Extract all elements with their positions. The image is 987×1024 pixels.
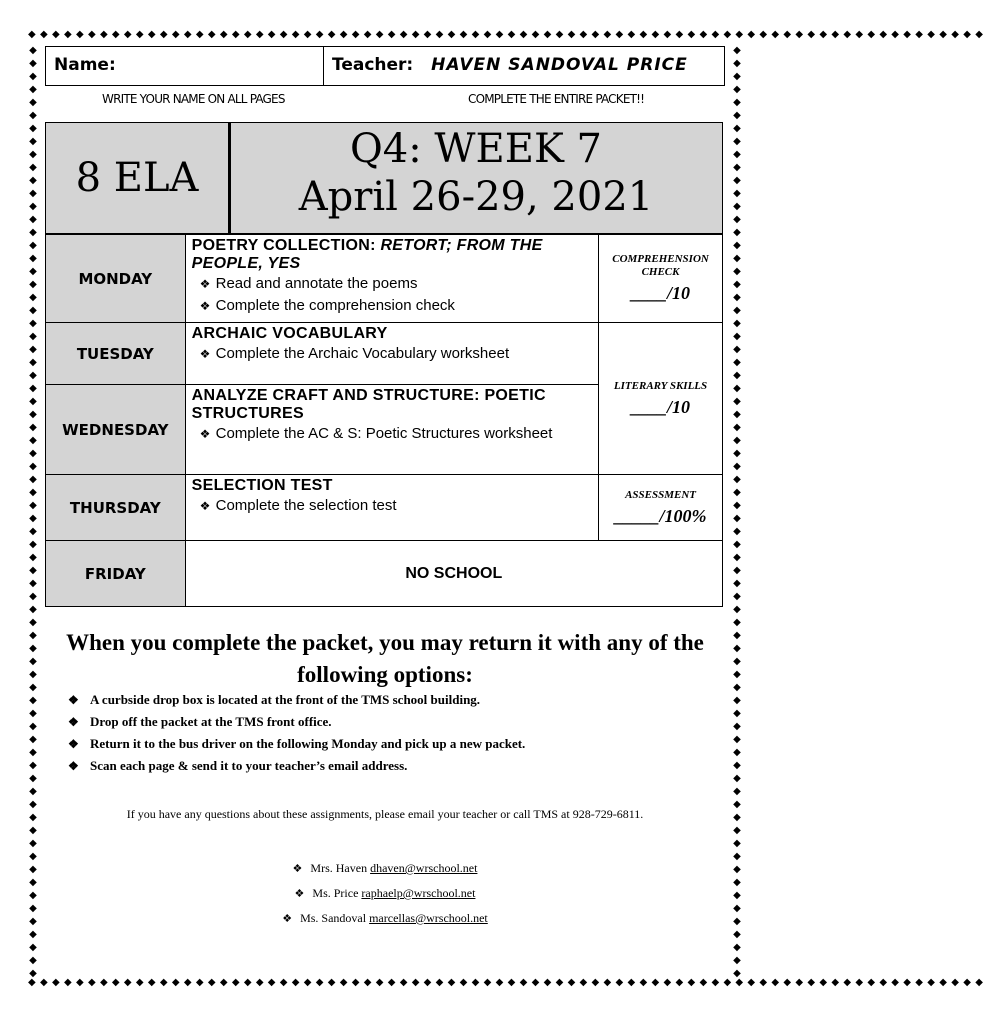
border-bottom-diamonds: ◆◆◆◆◆◆◆◆◆◆◆◆◆◆◆◆◆◆◆◆◆◆◆◆◆◆◆◆◆◆◆◆◆◆◆◆◆◆◆◆◆◆◆◆◆◆◆◆◆◆◆◆◆◆◆◆◆◆◆◆◆◆◆◆◆◆◆◆◆◆◆◆◆◆◆◆◆◆◆◆ <box>28 977 987 988</box>
subject-title: 8 ELA <box>46 123 231 233</box>
assessment-value: _____/100% <box>614 505 707 526</box>
monday-content <box>185 235 598 323</box>
name-teacher-row <box>45 46 725 86</box>
thursday-content <box>185 475 598 541</box>
list-item: ❖ Complete the Archaic Vocabulary worksheet <box>192 343 592 365</box>
contact-haven: ❖ Mrs. Haven dhaven@wrschool.net <box>45 856 725 881</box>
wednesday-content <box>185 385 598 475</box>
email-link-haven[interactable]: dhaven@wrschool.net <box>370 861 478 875</box>
table-row <box>46 235 723 323</box>
email-link-sandoval[interactable]: marcellas@wrschool.net <box>369 911 488 925</box>
schedule-table <box>45 234 723 607</box>
list-item: ❖ Scan each page & send it to your teacher’s email address. <box>68 755 728 777</box>
list-item: ❖ Complete the AC & S: Poetic Structures worksheet <box>192 423 592 445</box>
week-title <box>236 125 716 221</box>
list-item: ❖ Return it to the bus driver on the following Monday and pick up a new packet. <box>68 733 728 755</box>
day-thursday: THURSDAY <box>46 475 186 541</box>
name-field[interactable] <box>46 47 324 85</box>
write-name-instruction: WRITE YOUR NAME ON ALL PAGES <box>102 92 285 106</box>
table-row <box>46 541 723 607</box>
literary-value: ____/10 <box>631 396 691 417</box>
teacher-contacts <box>45 856 725 931</box>
questions-note: If you have any questions about these assignments, please email your teacher or call TMS at 928-729-6811. <box>126 807 644 821</box>
day-monday: MONDAY <box>46 235 186 323</box>
assessment-label: ASSESSMENT <box>625 488 696 501</box>
complete-packet-instruction: COMPLETE THE ENTIRE PACKET!! <box>468 92 645 106</box>
teacher-field <box>324 47 724 85</box>
border-right-diamonds: ◆◆◆◆◆◆◆◆◆◆◆◆◆◆◆◆◆◆◆◆◆◆◆◆◆◆◆◆◆◆◆◆◆◆◆◆◆◆◆◆◆◆◆◆◆◆◆◆◆◆◆◆◆◆◆◆◆◆◆◆◆◆◆◆◆◆◆◆◆◆◆◆ <box>733 45 741 979</box>
comprehension-score <box>599 235 723 323</box>
contact-price: ❖ Ms. Price raphaelp@wrschool.net <box>45 881 725 906</box>
list-item: ❖ Complete the comprehension check <box>192 295 592 317</box>
contact-sandoval: ❖ Ms. Sandoval marcellas@wrschool.net <box>45 906 725 931</box>
literary-label: LITERARY SKILLS <box>613 379 708 392</box>
date-range: April 26-29, 2021 <box>298 174 654 220</box>
no-school-note: NO SCHOOL <box>185 541 722 607</box>
day-wednesday: WEDNESDAY <box>46 385 186 475</box>
day-tuesday: TUESDAY <box>46 323 186 385</box>
tuesday-heading: ARCHAIC VOCABULARY <box>191 325 388 342</box>
list-item: ❖ Drop off the packet at the TMS front office. <box>68 711 728 733</box>
title-block <box>45 122 723 234</box>
return-title: When you complete the packet, you may return it with any of the following options: <box>66 630 704 687</box>
week-label: Q4: WEEK 7 <box>350 126 602 172</box>
comprehension-value: ____/10 <box>631 283 691 303</box>
return-options <box>68 689 728 777</box>
list-item: ❖ A curbside drop box is located at the front of the TMS school building. <box>68 689 728 711</box>
wednesday-heading: ANALYZE CRAFT AND STRUCTURE: POETIC STRUCTURES <box>191 387 546 422</box>
teacher-label: Teacher: <box>332 55 414 75</box>
assessment-score <box>599 475 723 541</box>
thursday-heading: SELECTION TEST <box>191 477 333 494</box>
list-item: ❖ Complete the selection test <box>192 495 592 517</box>
list-item: ❖ Read and annotate the poems <box>192 273 592 295</box>
name-label: Name: <box>54 55 116 75</box>
table-row <box>46 323 723 385</box>
tuesday-content <box>185 323 598 385</box>
teacher-names: HAVEN SANDOVAL PRICE <box>431 55 688 75</box>
monday-heading: POETRY COLLECTION: RETORT; FROM THE PEOPLE, YES <box>191 237 543 272</box>
day-friday: FRIDAY <box>46 541 186 607</box>
table-row <box>46 475 723 541</box>
border-top-diamonds: ◆◆◆◆◆◆◆◆◆◆◆◆◆◆◆◆◆◆◆◆◆◆◆◆◆◆◆◆◆◆◆◆◆◆◆◆◆◆◆◆◆◆◆◆◆◆◆◆◆◆◆◆◆◆◆◆◆◆◆◆◆◆◆◆◆◆◆◆◆◆◆◆◆◆◆◆◆◆◆◆ <box>28 29 987 40</box>
comprehension-label: COMPREHENSION CHECK <box>612 253 709 278</box>
email-link-price[interactable]: raphaelp@wrschool.net <box>361 886 476 900</box>
literary-skills-score <box>599 323 723 475</box>
border-left-diamonds: ◆◆◆◆◆◆◆◆◆◆◆◆◆◆◆◆◆◆◆◆◆◆◆◆◆◆◆◆◆◆◆◆◆◆◆◆◆◆◆◆◆◆◆◆◆◆◆◆◆◆◆◆◆◆◆◆◆◆◆◆◆◆◆◆◆◆◆◆◆◆◆◆ <box>29 45 37 979</box>
